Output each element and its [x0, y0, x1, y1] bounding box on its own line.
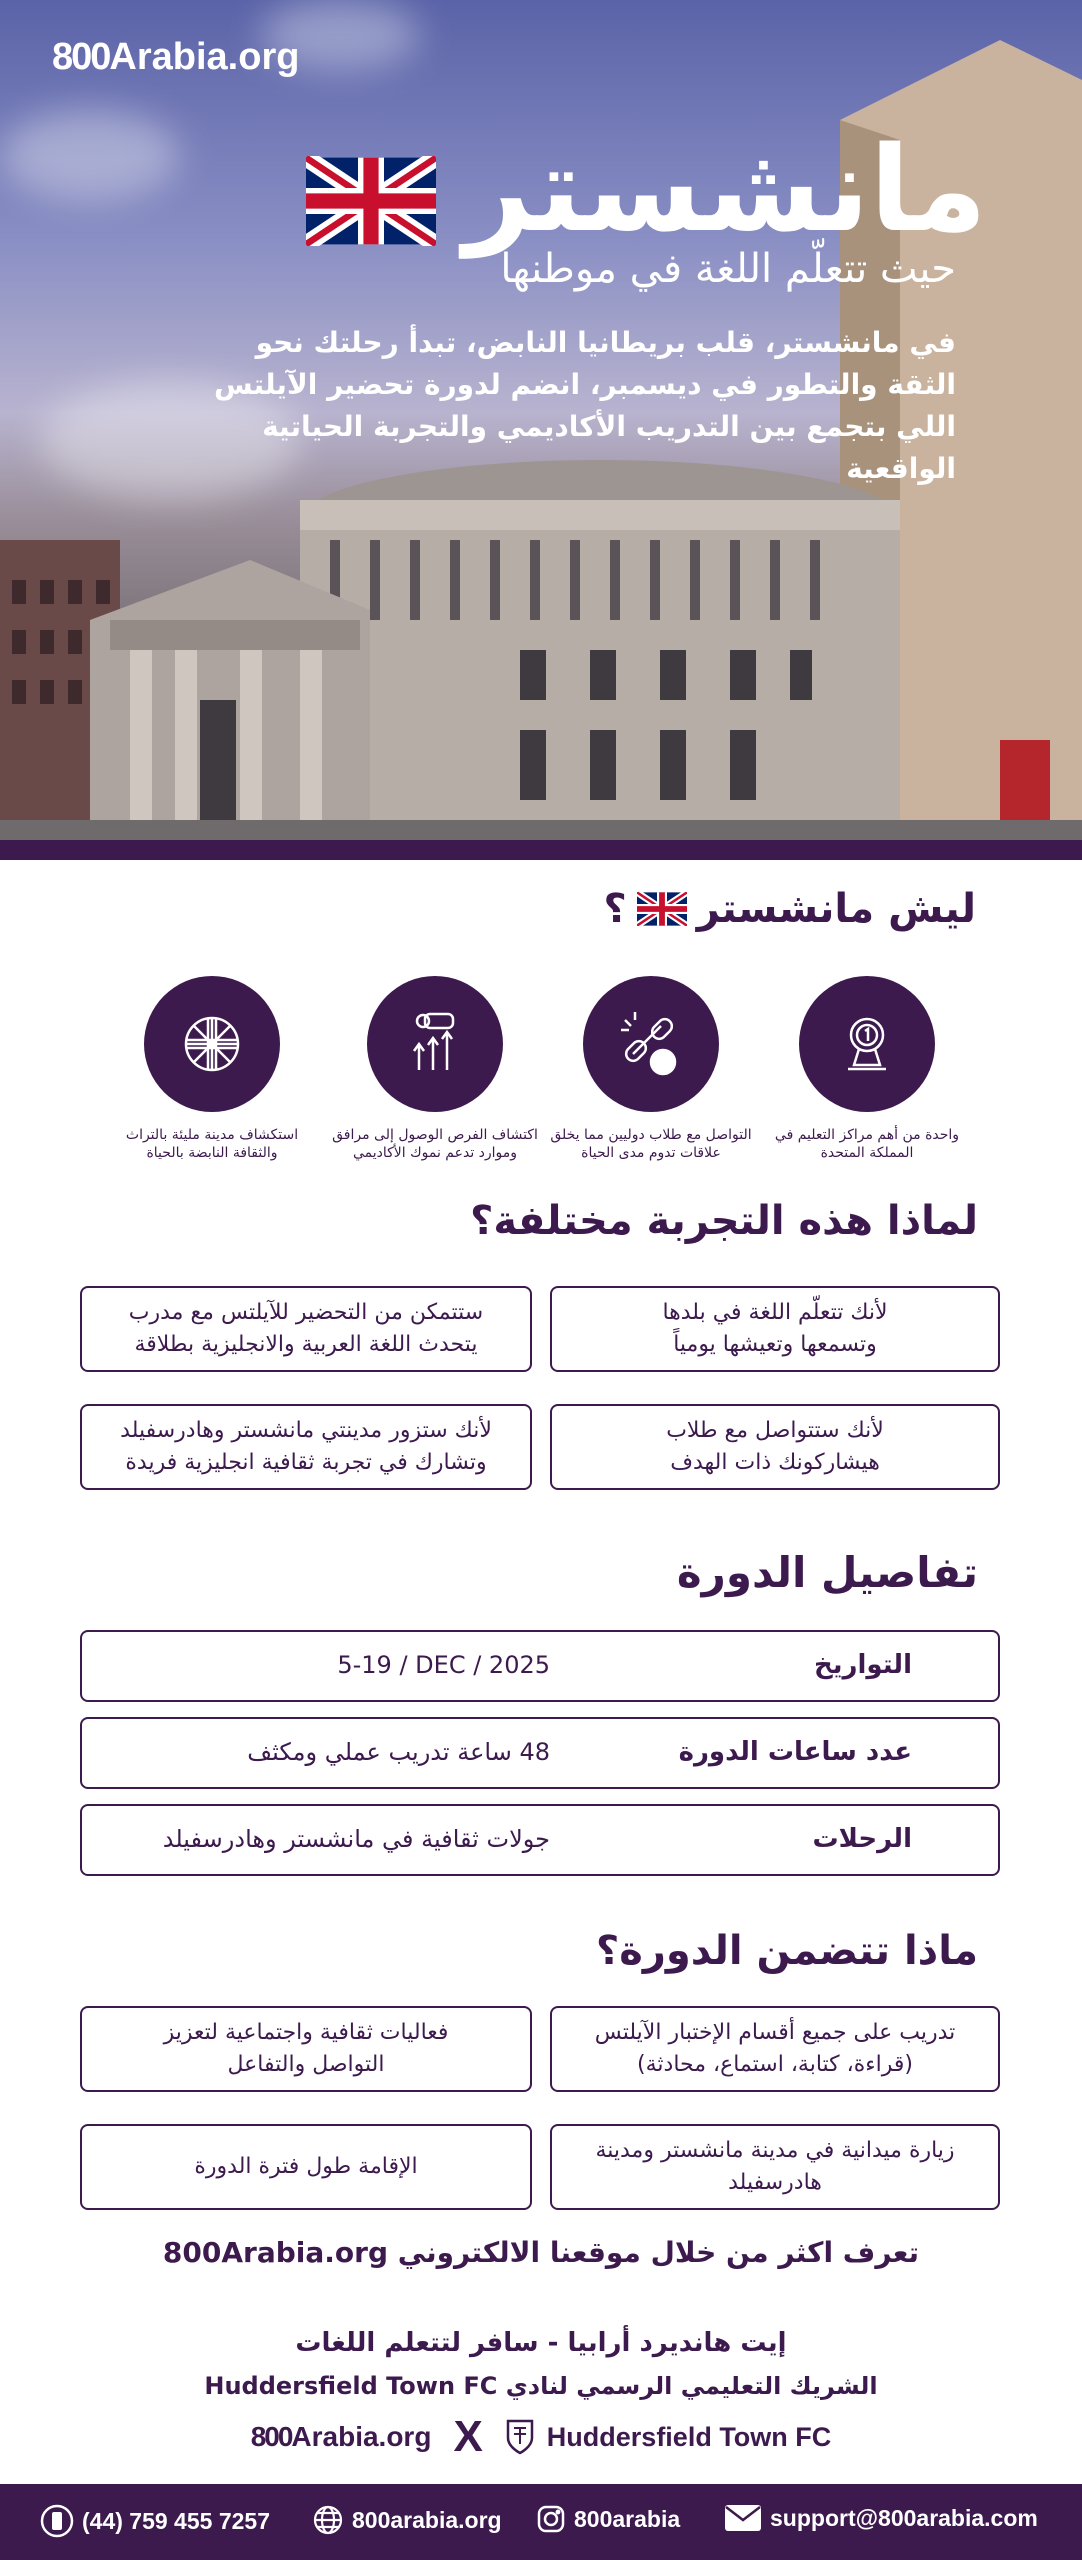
email-address: support@800arabia.com: [770, 2504, 1038, 2531]
card-line: لأنك تتعلّم اللغة في بلدها: [662, 1300, 888, 1325]
partner-tagline: إيت هانديرد أرابيا - سافر لتتعلم اللغات: [295, 2328, 787, 2358]
brand-logo-name: Arabia.org: [291, 2421, 432, 2452]
card-line: يتحدث اللغة العربية والانجليزية بطلاقة: [134, 1332, 478, 1357]
feature-caption: استكشاف مدينة مليئة بالتراث والثقافة النابضة بالحياة: [125, 1127, 299, 1161]
instagram-icon: [536, 2504, 566, 2534]
course-details-heading: تفاصيل الدورة: [676, 1548, 978, 1597]
hero-subtitle: حيث تتعلّم اللغة في موطنها: [500, 246, 956, 292]
why-manchester-suffix: ؟: [603, 886, 627, 932]
detail-label: التواريخ: [814, 1650, 912, 1680]
include-card: [80, 2124, 532, 2210]
feature-caption: التواصل مع طلاب دوليين مما يخلق علاقات تدوم مدى الحياة: [550, 1127, 752, 1161]
card-line: وتشارك في تجربة ثقافية انجليزية فريدة: [125, 1450, 487, 1475]
include-card: [80, 2006, 532, 2092]
hero-banner: [0, 0, 1082, 860]
brand-logo-name: Arabia.org: [109, 36, 300, 78]
difference-card: [550, 1286, 1000, 1372]
email-contact[interactable]: [724, 2504, 1038, 2532]
uk-flag-icon: [637, 892, 687, 926]
feature-caption: اكتشاف الفرص الوصول إلى مرافق وموارد تدعم نموك الأكاديمي: [332, 1127, 538, 1161]
detail-label: عدد ساعات الدورة: [678, 1737, 912, 1767]
partner-logos: [0, 2412, 1082, 2462]
brand-logo-digits: 800: [250, 2421, 292, 2452]
detail-row-hours: [80, 1717, 1000, 1789]
club-logo: [505, 2418, 832, 2456]
phone-contact[interactable]: [40, 2504, 270, 2538]
detail-value: جولات ثقافية في مانشستر وهادرسفيلد: [162, 1825, 550, 1853]
detail-value: 5-19 / DEC / 2025: [337, 1651, 550, 1679]
growth-icon: [367, 976, 503, 1112]
contact-footer: [0, 2484, 1082, 2560]
feature-card: [330, 976, 540, 1162]
network-icon: [583, 976, 719, 1112]
collaboration-x: X: [453, 2412, 483, 2461]
card-line: هيشاركونك ذات الهدف: [670, 1450, 880, 1475]
detail-row-trips: [80, 1804, 1000, 1876]
hero-description: في مانشستر، قلب بريطانيا النابض، تبدأ رحلتك نحو الثقة والتطور في ديسمبر، انضم لدورة تحضير الآيلتس اللي بتجمع بين التدريب الأكاديمي والتجربة الحياتية الواقعية: [213, 326, 956, 485]
card-line: ستتمكن من التحضير للآيلتس مع مدرب: [128, 1300, 484, 1325]
medal-icon: [799, 976, 935, 1112]
why-manchester-title: ليش مانشستر: [696, 886, 976, 932]
partner-description: الشريك التعليمي الرسمي لنادي Huddersfield Town FC: [204, 2372, 878, 2400]
learn-more-link[interactable]: تعرف اكثر من خلال موقعنا الالكتروني 800Arabia.org: [162, 2236, 920, 2269]
feature-card: [762, 976, 972, 1162]
card-line: زيارة ميدانية في مدينة مانشستر ومدينة هادرسفيلد: [595, 2138, 955, 2195]
brand-logo[interactable]: [52, 36, 299, 79]
card-line: التواصل والتفاعل: [227, 2052, 385, 2077]
card-line: فعاليات ثقافية واجتماعية لتعزيز: [163, 2020, 449, 2045]
card-line: لأنك ستتواصل مع طلاب: [666, 1418, 884, 1443]
card-line: (قراءة، كتابة، استماع، محادثة): [637, 2052, 913, 2077]
club-crest-icon: [505, 2418, 535, 2456]
page-title: مانشستر: [463, 120, 987, 258]
card-line: الإقامة طول فترة الدورة: [194, 2154, 418, 2179]
email-icon: [724, 2504, 762, 2532]
detail-value: 48 ساعة تدريب عملي ومكثف: [247, 1738, 550, 1766]
instagram-contact[interactable]: [536, 2504, 680, 2534]
instagram-handle: 800arabia: [574, 2505, 681, 2532]
globe-icon: [312, 2504, 344, 2536]
website-contact[interactable]: [312, 2504, 502, 2536]
card-line: تدريب على جميع أقسام الإختبار الآيلتس: [594, 2020, 956, 2045]
website-url: 800arabia.org: [352, 2506, 502, 2533]
why-different-heading: لماذا هذه التجربة مختلفة؟: [470, 1198, 978, 1244]
difference-card: [80, 1286, 532, 1372]
detail-label: الرحلات: [812, 1824, 912, 1854]
detail-row-dates: [80, 1630, 1000, 1702]
feature-card: [546, 976, 756, 1162]
feature-caption: واحدة من أهم مراكز التعليم في المملكة المتحدة: [774, 1127, 960, 1161]
include-card: [550, 2006, 1000, 2092]
feature-card: [107, 976, 317, 1162]
card-line: لأنك ستزور مدينتي مانشستر وهادرسفيلد: [120, 1418, 492, 1443]
club-name: Huddersfield Town FC: [546, 2421, 832, 2452]
why-manchester-heading: [604, 886, 976, 932]
hero-divider: [0, 840, 1082, 860]
include-card: [550, 2124, 1000, 2210]
difference-card: [80, 1404, 532, 1490]
includes-heading: ماذا تتضمن الدورة؟: [596, 1928, 978, 1974]
uk-flag-icon: [306, 156, 436, 246]
uk-globe-icon: [144, 976, 280, 1112]
phone-icon: [40, 2504, 74, 2538]
brand-logo-digits: 800: [52, 36, 110, 78]
phone-number: (44) 759 455 7257: [82, 2507, 270, 2534]
card-line: وتسمعها وتعيشها يومياً: [673, 1332, 877, 1357]
difference-card: [550, 1404, 1000, 1490]
brand-logo[interactable]: [251, 2421, 432, 2453]
